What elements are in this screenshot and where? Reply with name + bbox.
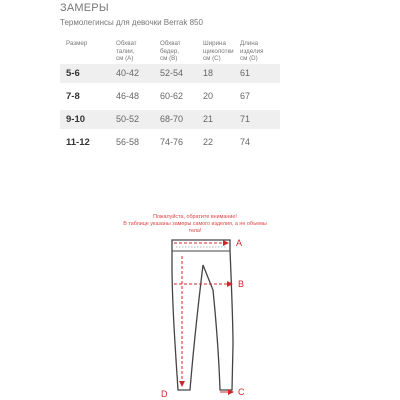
col-ankle-header-line: Ширина	[203, 40, 226, 47]
col-waist-header-line: талии,	[116, 47, 135, 55]
notice-line: В таблице указаны замеры самого изделия, а не объемы	[123, 221, 267, 227]
cell-ankle: 18	[203, 68, 214, 78]
leggings-outline	[172, 240, 233, 390]
cell-waist: 40-42	[116, 68, 140, 78]
cell-size: 7-8	[66, 91, 80, 102]
cell-size: 11-12	[66, 137, 90, 148]
page-title: ЗАМЕРЫ	[60, 2, 109, 14]
cell-hips: 74-76	[160, 137, 184, 147]
col-hips-header-line: см (В)	[160, 55, 178, 62]
cell-hips: 52-54	[160, 68, 184, 78]
label-c: C	[238, 387, 245, 397]
col-hips-header-line: Обхват	[160, 40, 181, 47]
label-b: B	[238, 279, 245, 289]
notice-line: тела!	[188, 228, 202, 234]
cell-waist: 50-52	[116, 114, 140, 124]
col-waist-header-line: см (А)	[116, 55, 134, 62]
col-size-header-line: Размер	[66, 40, 88, 47]
cell-length: 74	[240, 137, 251, 147]
col-hips-header-line: бедер,	[160, 47, 179, 55]
col-length-header-line: Длина	[240, 40, 259, 47]
label-d: D	[161, 389, 168, 399]
cell-length: 71	[240, 114, 251, 124]
cell-size: 9-10	[66, 114, 86, 125]
cell-ankle: 21	[203, 114, 214, 124]
cell-waist: 56-58	[116, 137, 140, 147]
cell-ankle: 20	[203, 91, 214, 101]
notice-line: Пожалуйста, обратите внимание!	[153, 214, 237, 220]
cell-hips: 60-62	[160, 91, 184, 101]
cell-length: 61	[240, 68, 251, 78]
cell-ankle: 22	[203, 137, 214, 147]
col-waist-header-line: Обхват	[116, 40, 137, 47]
product-subtitle: Термолегинсы для девочки Berrak 850	[60, 18, 203, 27]
col-ankle-header-line: щиколотки	[203, 47, 234, 55]
label-a: A	[236, 238, 243, 248]
cell-waist: 46-48	[116, 91, 140, 101]
cell-size: 5-6	[66, 68, 80, 79]
cell-length: 67	[240, 91, 251, 101]
col-length-header-line: изделия	[240, 47, 264, 55]
col-length-header-line: см (D)	[240, 55, 258, 62]
cell-hips: 68-70	[160, 114, 184, 124]
col-ankle-header-line: см (С)	[203, 55, 221, 62]
